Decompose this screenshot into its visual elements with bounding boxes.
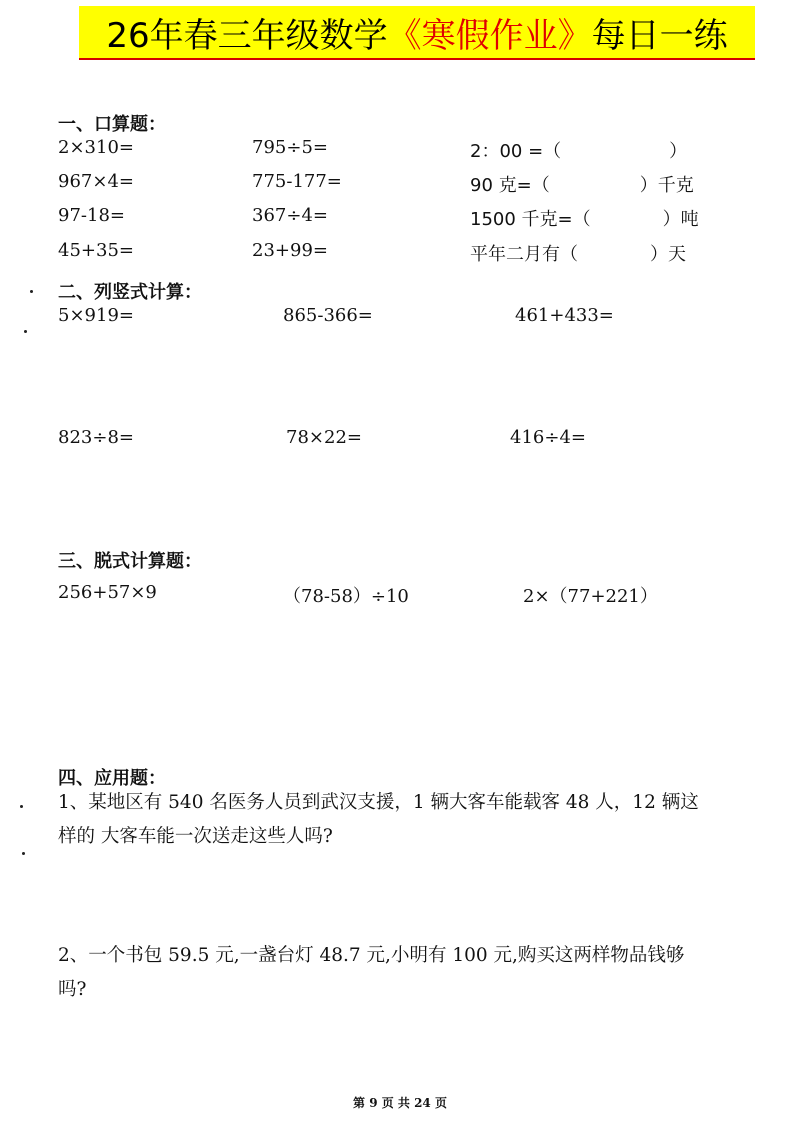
vertical-calc-item: 78×22= xyxy=(286,427,362,448)
word-problem-1-line1: 1、某地区有 540 名医务人员到武汉支援，1 辆大客车能载客 48 人，12 辆这 xyxy=(58,792,699,813)
mental-math-item: 967×4= xyxy=(58,171,134,192)
step-calc-item: 2×（77+221） xyxy=(523,586,658,607)
mental-math-item: 795÷5= xyxy=(252,137,328,158)
section3-heading: 三、脱式计算题： xyxy=(58,551,202,572)
unit-conversion-item: 90 克=（ ）千克 xyxy=(470,175,694,196)
page-number: 第 9 页 共 24 页 xyxy=(353,1096,447,1110)
word-problem-1-line2: 样的 大客车能一次送走这些人吗? xyxy=(58,826,333,847)
vertical-calc-item: 865-366= xyxy=(283,305,373,326)
vertical-calc-item: 823÷8= xyxy=(58,427,134,448)
unit-conversion-item: 1500 千克=（ ）吨 xyxy=(470,209,699,230)
title-daily-practice: 每日一练 xyxy=(591,15,728,56)
vertical-calc-item: 5×919= xyxy=(58,305,134,326)
unit-conversion-item: 平年二月有（ ）天 xyxy=(470,244,686,265)
unit-conversion-item: 2：00 =（ ） xyxy=(470,141,688,162)
section4-heading: 四、应用题： xyxy=(58,768,166,789)
mental-math-item: 23+99= xyxy=(252,240,328,261)
mental-math-item: 367÷4= xyxy=(252,205,328,226)
mental-math-item: 45+35= xyxy=(58,240,134,261)
scan-speck xyxy=(30,290,33,293)
mental-math-item: 2×310= xyxy=(58,137,134,158)
word-problem-2-line1: 2、一个书包 59.5 元,一盏台灯 48.7 元,小明有 100 元,购买这两样物品钱够 xyxy=(58,945,685,966)
vertical-calc-item: 461+433= xyxy=(515,305,614,326)
step-calc-item: （78-58）÷10 xyxy=(283,586,409,607)
section1-heading: 一、口算题： xyxy=(58,114,166,135)
section2-heading: 二、列竖式计算： xyxy=(58,282,202,303)
mental-math-item: 775-177= xyxy=(252,171,342,192)
vertical-calc-item: 416÷4= xyxy=(510,427,586,448)
scan-speck xyxy=(20,805,23,808)
mental-math-item: 97-18= xyxy=(58,205,125,226)
step-calc-item: 256+57×9 xyxy=(58,582,157,603)
title-banner xyxy=(79,6,755,60)
scan-speck xyxy=(24,330,27,333)
title-book-name: 《寒假作业》 xyxy=(387,15,592,56)
scan-speck xyxy=(22,852,25,855)
title-grade-subject: 26年春三年级数学 xyxy=(106,15,388,56)
word-problem-2-line2: 吗? xyxy=(58,979,87,1000)
